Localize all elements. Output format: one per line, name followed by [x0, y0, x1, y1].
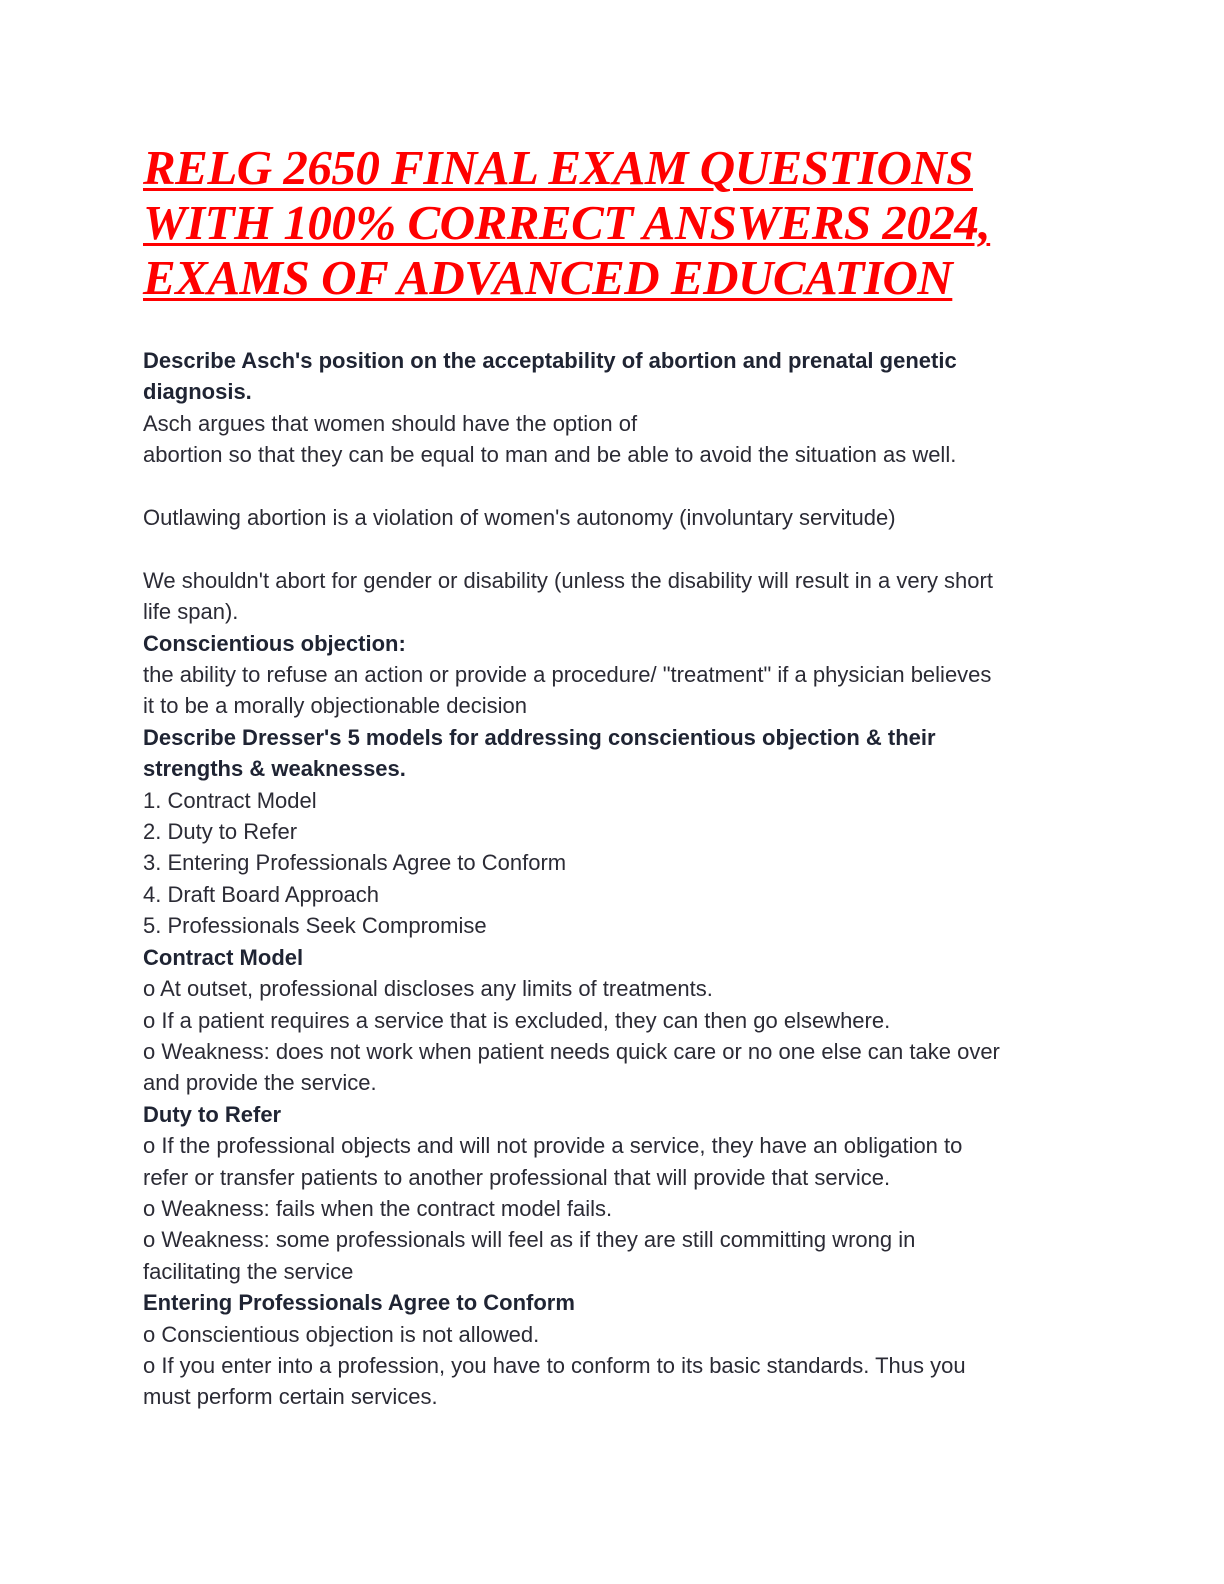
- heading-duty-to-refer: Duty to Refer: [143, 1101, 282, 1127]
- bullet-text: o If the professional objects and will not provide a service, they have an obligation to: [143, 1133, 963, 1159]
- answer-text: Asch argues that women should have the option of: [143, 410, 638, 436]
- blank-line: [143, 471, 1083, 502]
- blank-line: [143, 533, 1083, 564]
- bullet-text: o Weakness: some professionals will feel as if they are still committing wrong in: [143, 1227, 916, 1253]
- bullet-text: must perform certain services.: [143, 1384, 438, 1410]
- document-title: [143, 140, 1083, 305]
- answer-text: We shouldn't abort for gender or disability (unless the disability will result in a very short: [143, 567, 993, 593]
- bullet-text: and provide the service.: [143, 1070, 377, 1096]
- bullet-text: o If a patient requires a service that is excluded, they can then go elsewhere.: [143, 1007, 891, 1033]
- list-item: 2. Duty to Refer: [143, 819, 298, 845]
- heading-agree-to-conform: Entering Professionals Agree to Conform: [143, 1290, 575, 1316]
- list-item: 5. Professionals Seek Compromise: [143, 913, 487, 939]
- answer-text: Outlawing abortion is a violation of women's autonomy (involuntary servitude): [143, 505, 896, 531]
- title-line-2: WITH 100% CORRECT ANSWERS 2024,: [143, 195, 991, 250]
- answer-text: it to be a morally objectionable decision: [143, 693, 528, 719]
- bullet-text: o Conscientious objection is not allowed.: [143, 1321, 540, 1347]
- answer-text: life span).: [143, 599, 239, 625]
- list-item: 4. Draft Board Approach: [143, 881, 380, 907]
- bullet-text: refer or transfer patients to another professional that will provide that service.: [143, 1164, 891, 1190]
- title-line-1: RELG 2650 FINAL EXAM QUESTIONS: [143, 140, 973, 195]
- answer-text: abortion so that they can be equal to man and be able to avoid the situation as well.: [143, 442, 957, 468]
- document-page: [143, 140, 1083, 1413]
- document-body: [143, 345, 1083, 1413]
- heading-contract-model: Contract Model: [143, 944, 304, 970]
- list-item: 1. Contract Model: [143, 787, 317, 813]
- question-asch-line-1: Describe Asch's position on the acceptability of abortion and prenatal genetic: [143, 348, 957, 373]
- bullet-text: o At outset, professional discloses any limits of treatments.: [143, 976, 713, 1002]
- question-conscientious-objection: Conscientious objection:: [143, 630, 406, 656]
- answer-text: the ability to refuse an action or provide a procedure/ "treatment" if a physician believes: [143, 662, 992, 688]
- bullet-text: o Weakness: fails when the contract model fails.: [143, 1195, 613, 1221]
- list-item: 3. Entering Professionals Agree to Conform: [143, 850, 567, 876]
- question-asch-line-2: diagnosis.: [143, 379, 252, 405]
- bullet-text: o If you enter into a profession, you have to conform to its basic standards. Thus you: [143, 1352, 966, 1378]
- bullet-text: facilitating the service: [143, 1258, 354, 1284]
- title-line-3: EXAMS OF ADVANCED EDUCATION: [143, 250, 953, 305]
- question-dresser-line-1: Describe Dresser's 5 models for addressing conscientious objection & their: [143, 724, 936, 750]
- question-dresser-line-2: strengths & weaknesses.: [143, 756, 406, 782]
- bullet-text: o Weakness: does not work when patient needs quick care or no one else can take over: [143, 1038, 1000, 1064]
